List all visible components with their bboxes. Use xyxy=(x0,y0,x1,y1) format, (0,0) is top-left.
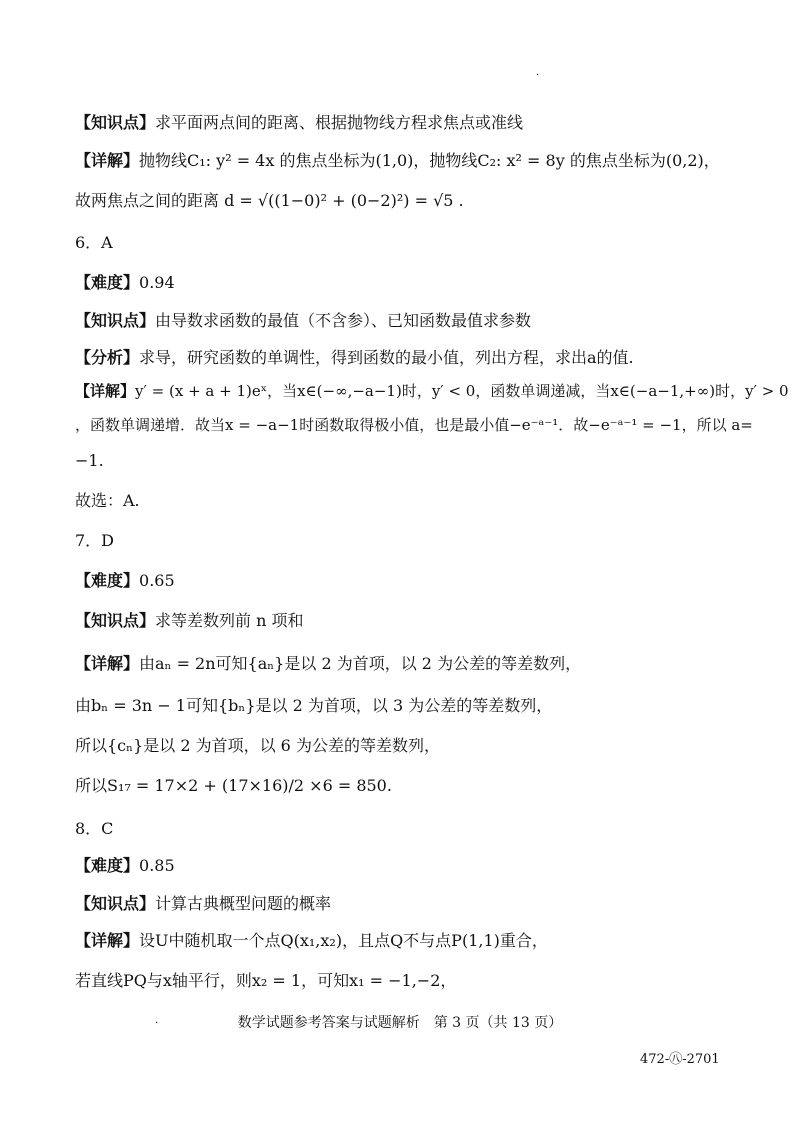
text-line: 故两焦点之间的距离 d = √((1−0)² + (0−2)²) = √5 . xyxy=(75,191,464,210)
text-line: 所以{cₙ}是以 2 为首项，以 6 为公差的等差数列， xyxy=(75,736,440,755)
text-line: 【难度】0.94 xyxy=(75,273,175,292)
text-line: −1. xyxy=(75,451,104,470)
question-number: 7．D xyxy=(75,531,115,550)
text-line: 故选：A. xyxy=(75,491,140,510)
scan-speck: · xyxy=(155,1018,159,1029)
scan-speck: · xyxy=(536,70,540,81)
text-line: 【分析】求导，研究函数的单调性，得到函数的最小值，列出方程，求出a的值. xyxy=(75,348,634,367)
text-line: 【知识点】计算古典概型问题的概率 xyxy=(75,894,332,913)
question-number: 8．C xyxy=(75,819,114,838)
text-line: 【详解】由aₙ = 2n可知{aₙ}是以 2 为首项，以 2 为公差的等差数列， xyxy=(75,654,582,673)
text-line: ，函数单调递增．故当x = −a−1时函数取得极小值，也是最小值−e⁻ᵃ⁻¹．故−e⁻ᵃ⁻¹ = −1，所以 a= xyxy=(75,416,753,434)
question-number: 6．A xyxy=(75,233,113,252)
text-line: 由bₙ = 3n − 1可知{bₙ}是以 2 为首项，以 3 为公差的等差数列， xyxy=(75,696,553,715)
text-line: 【详解】设U中随机取一个点Q(x₁,x₂)，且点Q不与点P(1,1)重合， xyxy=(75,931,548,950)
text-line: 【知识点】求平面两点间的距离、根据抛物线方程求焦点或准线 xyxy=(75,113,524,132)
text-line: 若直线PQ与x轴平行，则x₂ = 1，可知x₁ = −1,−2， xyxy=(75,971,457,990)
text-line: 【难度】0.85 xyxy=(75,856,175,875)
page-footer: 数学试题参考答案与试题解析 第 3 页（共 13 页） xyxy=(237,1015,563,1031)
text-line: 【知识点】由导数求函数的最值（不含参）、已知函数最值求参数 xyxy=(75,311,532,330)
text-line: 所以S₁₇ = 17×2 + (17×16)/2 ×6 = 850. xyxy=(75,776,392,795)
text-line: 【详解】抛物线C₁: y² = 4x 的焦点坐标为(1,0)，抛物线C₂: x² = 8y 的焦点坐标为(0,2)， xyxy=(75,151,720,170)
text-line: 【难度】0.65 xyxy=(75,571,175,590)
text-line: 【知识点】求等差数列前 n 项和 xyxy=(75,611,304,630)
text-line: 【详解】y′ = (x + a + 1)eˣ，当x∈(−∞,−a−1)时，y′ < 0，函数单调递减，当x∈(−a−1,+∞)时，y′ > 0 xyxy=(75,382,789,400)
document-code: 472-㊇-2701 xyxy=(640,1052,720,1067)
